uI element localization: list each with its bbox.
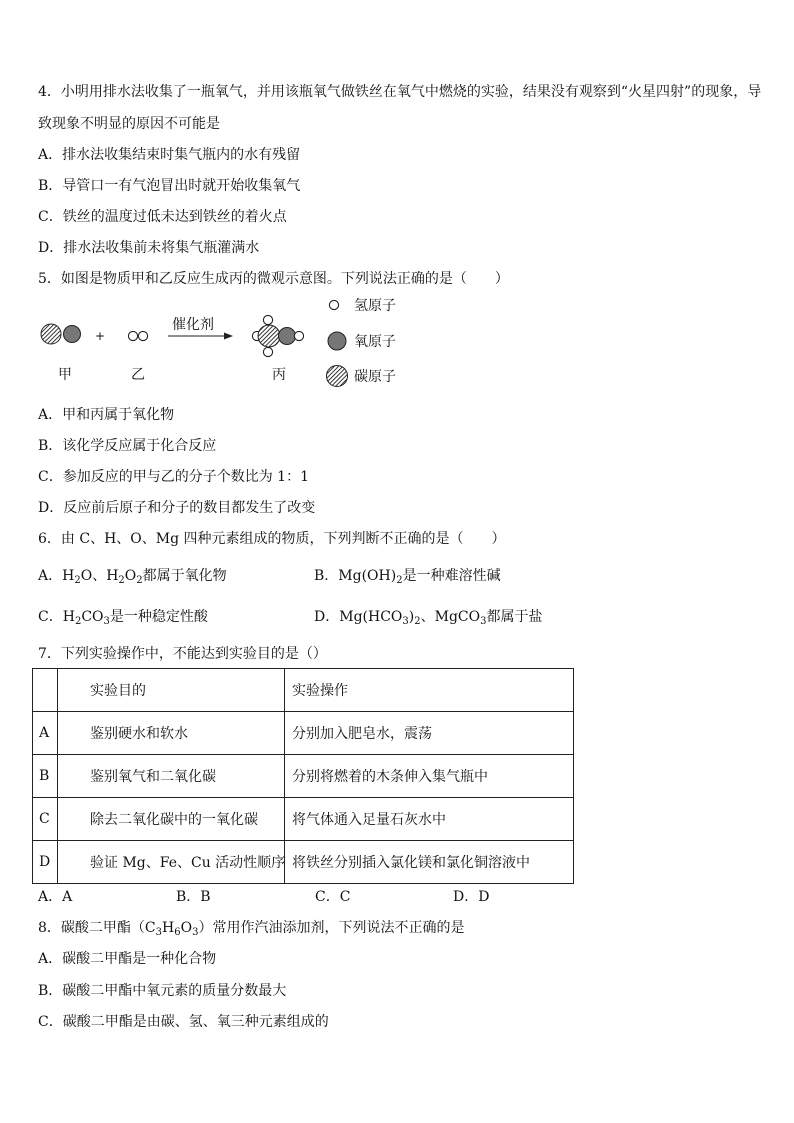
q8-option-a: A．碳酸二甲酯是一种化合物 [38,951,217,967]
table-header-cell: 实验操作 [285,669,574,712]
q8-stem-post: ）常用作汽油添加剂，下列说法不正确的是 [198,920,465,936]
oxygen-atom-icon [279,328,296,345]
plus-sign: + [95,329,106,343]
q6-c-co: CO [81,609,104,625]
table-cell: 验证 Mg、Fe、Cu 活动性顺序 [58,841,285,884]
q7-answer-d: D．D [453,889,490,905]
q6-a-o2: O [124,568,137,584]
q5-option-d: D．反应前后原子和分子的数目都发生了改变 [38,500,316,516]
q5-option-a: A．甲和丙属于氧化物 [38,407,175,423]
q6-a-o: O [80,568,93,584]
molecule-bing [252,315,303,356]
q6-c-sub2: 3 [103,616,110,627]
q4-option-b: B．导管口一有气泡冒出时就开始收集氧气 [38,178,301,194]
q8-stem [38,919,464,937]
q8-sub-o: 3 [192,927,199,938]
arrow-head-icon [224,333,233,340]
q8-sub-h: 6 [174,927,181,938]
table-row [33,798,574,841]
q6-d-formula2: MgCO [434,609,481,625]
table-row [33,712,574,755]
q5-option-b: B．该化学反应属于化合反应 [38,438,217,454]
q5-option-c: C．参加反应的甲与乙的分子个数比为 1：1 [38,469,309,485]
hydrogen-atom-icon [128,331,137,340]
experiment-table [32,668,574,884]
table-cell: D [33,841,58,884]
q5-stem: 5．如图是物质甲和乙反应生成丙的微观示意图。下列说法正确的是（ ） [38,271,509,287]
catalyst-label: 催化剂 [172,317,214,333]
q8-option-b: B．碳酸二甲酯中氧元素的质量分数最大 [38,983,287,999]
q6-d-paren: ) [408,609,415,625]
table-cell: B [33,755,58,798]
q6-a-sub3: 2 [136,575,143,586]
q6-option-d [314,608,543,626]
q6-d-sub3: 3 [480,616,487,627]
q8-stem-pre: 8．碳酸二甲酯（C [38,920,156,936]
table-cell: 除去二氧化碳中的一氧化碳 [58,798,285,841]
q6-a-sub2: 2 [118,575,125,586]
q4-option-d: D．排水法收集前未将集气瓶灌满水 [38,240,260,256]
hydrogen-atom-icon [263,347,272,356]
q6-d-formula1: Mg(HCO [339,609,403,625]
hydrogen-atom-icon [294,331,303,340]
q4-option-a: A．排水法收集结束时集气瓶内的水有残留 [38,147,301,163]
legend-oxygen-icon [328,332,346,350]
molecule-yi [128,331,147,340]
carbon-atom-icon [41,324,61,344]
q6-b-label: B． [314,568,339,584]
q6-stem: 6．由 C、H、O、Mg 四种元素组成的物质，下列判断不正确的是（ ） [38,531,506,547]
label-bing: 丙 [272,367,286,383]
q7-stem: 7．下列实验操作中，不能达到实验目的是（） [38,646,327,662]
table-cell: 鉴别硬水和软水 [58,712,285,755]
table-row [33,841,574,884]
q4-option-c: C．铁丝的温度过低未达到铁丝的着火点 [38,209,287,225]
legend-oxygen-label: 氧原子 [354,334,396,350]
carbon-atom-icon [258,325,280,347]
label-jia: 甲 [58,367,72,383]
table-cell: 分别加入肥皂水，震荡 [285,712,574,755]
molecule-jia [41,324,81,344]
q4-stem-line1: 4．小明用排水法收集了一瓶氧气，并用该瓶氧气做铁丝在氧气中燃烧的实验，结果没有观察到“火星四射”的现象，导 [38,84,762,100]
q6-c-sub: 2 [74,616,82,627]
q6-b-formula: Mg(OH) [338,568,397,584]
table-cell: 将气体通入足量石灰水中 [285,798,574,841]
q7-answer-a: A．A [38,889,73,905]
q6-a-label: A． [38,568,63,584]
q6-a-sep: 、 [92,568,107,584]
legend-carbon-icon [327,366,348,387]
table-cell: 将铁丝分别插入氯化镁和氯化铜溶液中 [285,841,574,884]
q8-stem-h: H [162,920,175,936]
table-cell: 鉴别氧气和二氧化碳 [58,755,285,798]
oxygen-atom-icon [64,326,81,343]
table-header-row [33,669,574,712]
table-cell: A [33,712,58,755]
hydrogen-atom-icon [252,331,261,340]
q6-d-sep: 、 [420,609,435,625]
q6-option-b [314,567,501,585]
q7-answer-c: C．C [315,889,351,905]
table-cell: 分别将燃着的木条伸入集气瓶中 [285,755,574,798]
q6-d-sub: 3 [402,616,409,627]
q6-d-tail: 都属于盐 [486,609,543,625]
table-header-cell [33,669,58,712]
q8-option-c: C．碳酸二甲酯是由碳、氢、氧三种元素组成的 [38,1014,329,1030]
q6-d-sub2: 2 [414,616,421,627]
q6-option-c [38,608,208,626]
table-header-cell: 实验目的 [58,669,285,712]
q8-stem-o: O [180,920,193,936]
hydrogen-atom-icon [263,315,272,324]
q7-answer-b: B．B [176,889,211,905]
q6-option-a [38,567,227,585]
hydrogen-atom-icon [138,331,147,340]
q6-a-sub: 2 [74,575,81,586]
q4-stem-line2: 致现象不明显的原因不可能是 [38,116,220,132]
q6-c-tail: 是一种稳定性酸 [109,609,208,625]
q6-b-sub: 2 [396,575,403,586]
q6-c-h: H [62,609,75,625]
q6-a-h2: H [106,568,119,584]
q6-c-label: C． [38,609,63,625]
label-yi: 乙 [131,367,145,383]
legend [327,300,348,386]
q6-b-tail: 是一种难溶性碱 [402,568,501,584]
legend-hydrogen-icon [329,300,338,309]
q6-d-label: D． [314,609,340,625]
q8-sub-c: 3 [155,927,162,938]
legend-hydrogen-label: 氢原子 [354,298,396,314]
q6-a-tail: 都属于氧化物 [142,568,227,584]
q6-a-h: H [62,568,75,584]
table-row [33,755,574,798]
legend-carbon-label: 碳原子 [354,369,396,385]
table-cell: C [33,798,58,841]
